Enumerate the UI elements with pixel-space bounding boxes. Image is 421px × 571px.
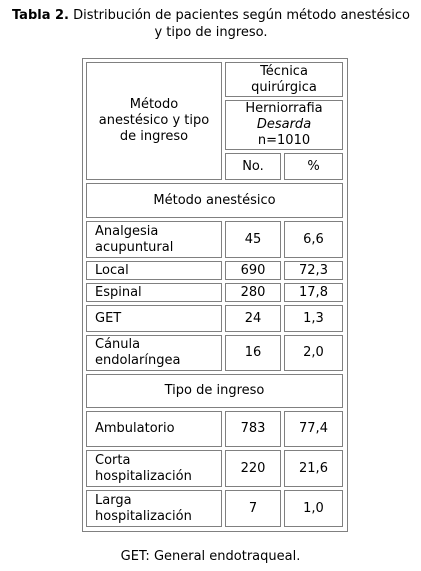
row-pct-text: 17,8 — [299, 284, 328, 300]
row-label — [86, 490, 222, 527]
row-pct-text: 72,3 — [299, 262, 328, 278]
row-pct-text: 2,0 — [303, 345, 324, 360]
row-no — [225, 261, 281, 280]
row-label-text: Espinal — [95, 284, 142, 300]
row-pct — [284, 335, 343, 371]
data-table — [82, 58, 348, 532]
row-label-text: Corta hospitalización — [95, 452, 192, 484]
row-no — [225, 221, 281, 258]
row-no — [225, 450, 281, 487]
row-no-text: 220 — [240, 460, 266, 476]
col-header-pct — [284, 153, 343, 180]
row-pct — [284, 305, 343, 332]
row-label — [86, 221, 222, 258]
section-title: Tipo de ingreso — [164, 383, 265, 398]
caption-label: Tabla 2. — [11, 8, 69, 23]
row-pct-text: 1,3 — [303, 310, 324, 326]
row-pct — [284, 283, 343, 302]
row-no-text: 280 — [240, 284, 266, 300]
col-header-pct-text: % — [307, 158, 320, 174]
row-no — [225, 283, 281, 302]
row-pct — [284, 490, 343, 527]
row-no — [225, 411, 281, 447]
row-pct-text: 77,4 — [299, 421, 328, 436]
row-pct-text: 1,0 — [303, 500, 324, 516]
row-no-text: 16 — [244, 345, 262, 360]
row-label — [86, 305, 222, 332]
row-label — [86, 335, 222, 371]
technique-header — [225, 100, 343, 150]
group-header-text: Técnica quirúrgica — [251, 63, 317, 95]
group-header — [225, 62, 343, 97]
row-pct — [284, 221, 343, 258]
row-no — [225, 490, 281, 527]
technique-name: Herniorrafia — [245, 101, 323, 116]
row-label-text: Analgesia acupuntural — [95, 223, 174, 255]
row-label-text: Cánula endolaríngea — [95, 337, 181, 368]
row-pct — [284, 261, 343, 280]
technique-n: n=1010 — [257, 133, 311, 148]
row-pct-text: 6,6 — [303, 231, 324, 247]
row-pct — [284, 450, 343, 487]
row-pct — [284, 411, 343, 447]
row-label — [86, 283, 222, 302]
row-no — [225, 335, 281, 371]
row-no-text: 7 — [248, 500, 258, 516]
section-title: Método anestésico — [153, 192, 276, 208]
technique-variant: Desarda — [256, 117, 312, 132]
row-no-text: 45 — [244, 231, 262, 247]
row-no — [225, 305, 281, 332]
row-label-header-text: Método anestésico y tipo de ingreso — [98, 97, 210, 144]
caption-line-1: Distribución de pacientes según método anestésico — [73, 8, 411, 23]
row-no-text: 783 — [240, 421, 266, 436]
row-label-header — [86, 62, 222, 180]
row-no-text: 690 — [240, 262, 266, 278]
row-label-text: Larga hospitalización — [95, 492, 192, 524]
col-header-no — [225, 153, 281, 180]
row-label — [86, 411, 222, 447]
row-pct-text: 21,6 — [299, 460, 328, 476]
caption-line-2: y tipo de ingreso. — [154, 25, 268, 40]
row-label — [86, 261, 222, 280]
section-header — [86, 374, 343, 408]
row-no-text: 24 — [244, 310, 262, 326]
row-label-text: GET — [95, 310, 122, 326]
row-label-text: Local — [95, 262, 129, 278]
section-header — [86, 183, 343, 218]
row-label-text: Ambulatorio — [95, 421, 175, 436]
col-header-no-text: No. — [242, 158, 264, 174]
table-footnote: GET: General endotraqueal. — [120, 549, 301, 564]
row-label — [86, 450, 222, 487]
table-caption — [6, 7, 416, 41]
